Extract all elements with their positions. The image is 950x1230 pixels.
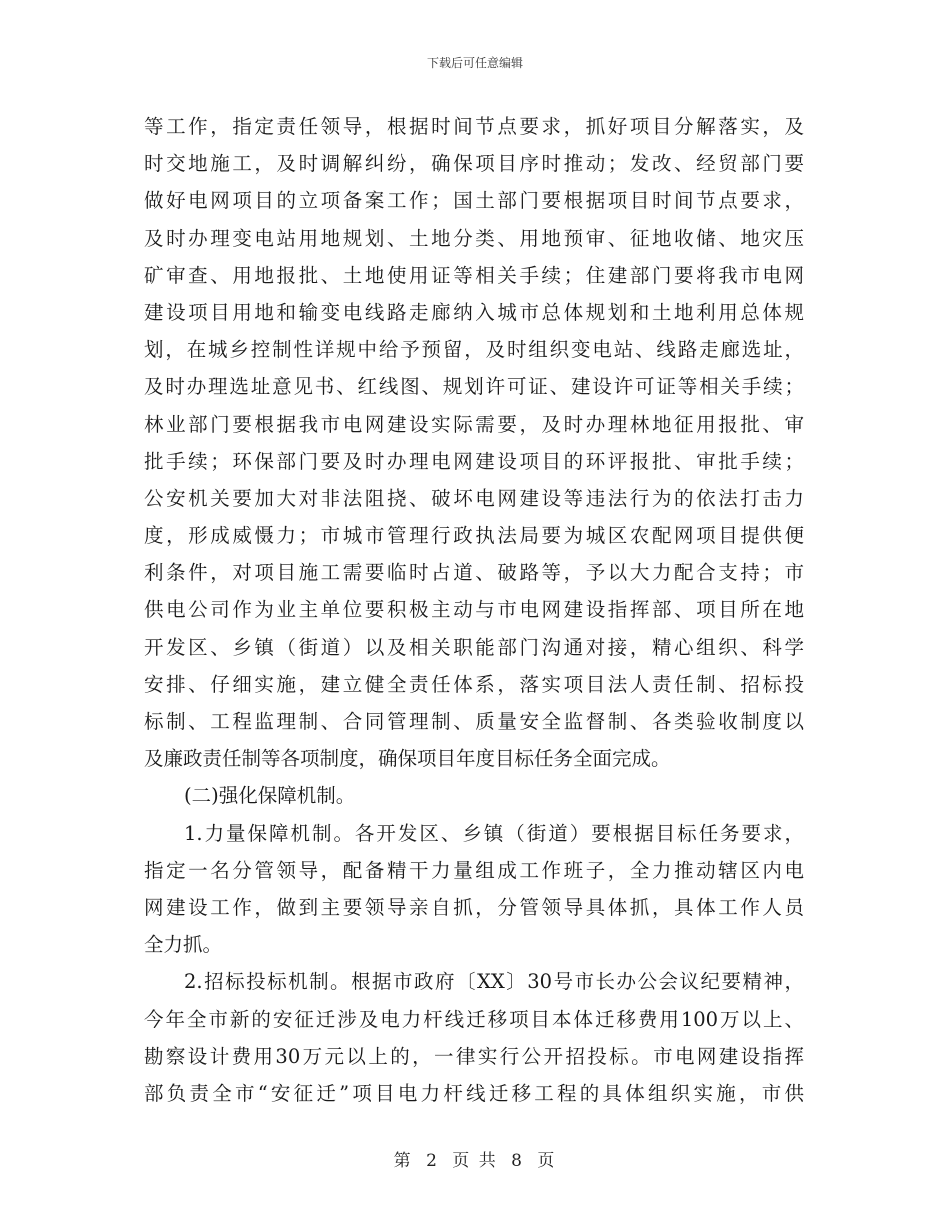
text-line: 全力抓。 <box>144 933 223 957</box>
text-line: 划，在城乡控制性详规中给予预留，及时组织变电站、线路走廊选址， <box>144 338 804 362</box>
text-line: 时交地施工，及时调解纠纷，确保项目序时推动；发改、经贸部门要 <box>144 152 804 176</box>
text-line: 批手续；环保部门要及时办理电网建设项目的环评报批、审批手续； <box>144 449 804 473</box>
text-line: 及时办理变电站用地规划、土地分类、用地预审、征地收储、地灾压 <box>144 226 804 250</box>
text-line: 矿审查、用地报批、土地使用证等相关手续；住建部门要将我市电网 <box>144 263 804 287</box>
text-line: 勘察设计费用30万元以上的，一律实行公开招投标。市电网建设指挥 <box>144 1044 804 1068</box>
document-body <box>144 108 804 1112</box>
text-line: 标制、工程监理制、合同管理制、质量安全监督制、各类验收制度以 <box>144 710 804 733</box>
text-line: 度，形成威慑力；市城市管理行政执法局要为城区农配网项目提供便 <box>144 524 804 548</box>
text-line: 部负责全市“安征迁”项目电力杆线迁移工程的具体组织实施，市供 <box>144 1081 804 1105</box>
text-line: 公安机关要加大对非法阻挠、破坏电网建设等违法行为的依法打击力 <box>144 486 804 510</box>
text-line: 做好电网项目的立项备案工作；国土部门要根据项目时间节点要求， <box>144 189 804 213</box>
text-line: 网建设工作，做到主要领导亲自抓，分管领导具体抓，具体工作人员 <box>144 895 804 919</box>
text-line: 2.招标投标机制。根据市政府〔XX〕30号市长办公会议纪要精神， <box>184 970 804 994</box>
footer-suffix: 页 <box>537 1151 557 1171</box>
text-line: 建设项目用地和输变电线路走廊纳入城市总体规划和土地利用总体规 <box>144 300 804 324</box>
text-line: 及廉政责任制等各项制度，确保项目年度目标任务全面完成。 <box>144 747 671 771</box>
text-line: 利条件，对项目施工需要临时占道、破路等，予以大力配合支持；市 <box>144 561 804 585</box>
text-line: 1.力量保障机制。各开发区、乡镇（街道）要根据目标任务要求， <box>184 821 804 845</box>
text-line: 开发区、乡镇（街道）以及相关职能部门沟通对接，精心组织、科学 <box>144 635 804 659</box>
page-footer <box>0 1146 950 1171</box>
total-page-count: 8 <box>511 1151 524 1171</box>
text-line: 指定一名分管领导，配备精干力量组成工作班子，全力推动辖区内电 <box>144 858 804 882</box>
text-line: 林业部门要根据我市电网建设实际需要，及时办理林地征用报批、审 <box>144 412 804 436</box>
footer-prefix: 第 <box>393 1151 413 1171</box>
current-page-number: 2 <box>426 1151 439 1171</box>
page-header: 下载后可任意编辑 <box>426 56 523 70</box>
footer-middle: 页 共 <box>452 1151 498 1171</box>
section-heading: (二)强化保障机制。 <box>184 784 356 808</box>
text-line: 安排、仔细实施，建立健全责任体系，落实项目法人责任制、招标投 <box>144 672 804 696</box>
text-line: 今年全市新的安征迁涉及电力杆线迁移项目本体迁移费用100万以上、 <box>144 1007 804 1031</box>
text-line: 及时办理选址意见书、红线图、规划许可证、建设许可证等相关手续； <box>144 375 804 399</box>
text-line: 等工作，指定责任领导，根据时间节点要求，抓好项目分解落实，及 <box>144 115 804 138</box>
text-line: 供电公司作为业主单位要积极主动与市电网建设指挥部、项目所在地 <box>144 598 804 622</box>
